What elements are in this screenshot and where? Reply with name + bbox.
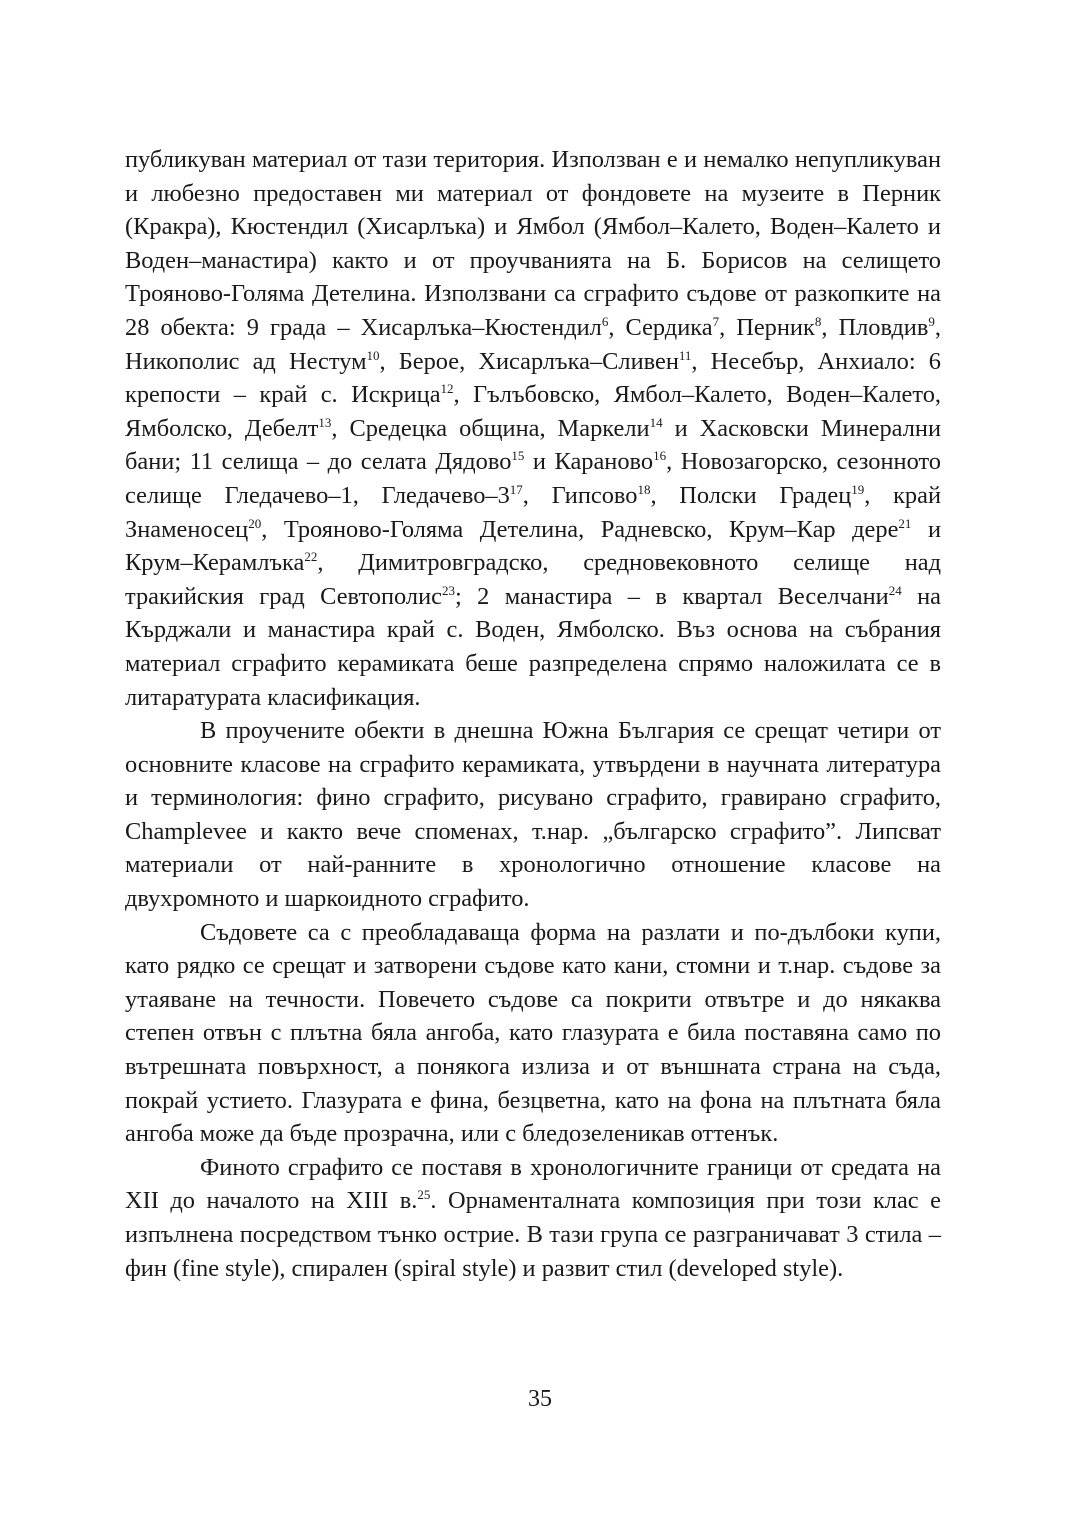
page-number: 35 <box>528 1386 552 1412</box>
text-run: , Никополис ад Нестум <box>125 313 941 375</box>
footnote-ref: 23 <box>441 582 455 598</box>
text-run: , Трояново-Голяма Детелина, Радневско, Крум–Кар дере <box>261 515 899 543</box>
footnote-ref: 19 <box>851 481 865 497</box>
text-run: , Димитровградско, средновековното селище над тракийския град Севтополис <box>125 549 941 610</box>
text-run: ; 2 манастира – в квартал Веселчани <box>454 582 889 610</box>
text-run: В проучените обекти в днешна Южна България се срещат четири от основните класове на сграфито керамиката, утвърдени в научната литература и терминология: фино сграфито, рисувано сграфито, гравирано сграфито, Champlevee и както вече споменах, т.нар. „българско сграфито”. Липсват материали от най-ранните в хронологично отношение класове на двухромното и шаркоидното сграфито. <box>125 717 941 913</box>
text-run: публикуван материал от тази територия. Използван е и немалко непупликуван и любезно предоставен ми материал от фондовете на музеите в Перник (Кракра), Кюстендил (Хисарлъка) и Ямбол (Ямбол–Калето, Воден–Калето и Воден–манастира) както и от проучванията на Б. Борисов на селището Трояново-Голяма Детелина. Използвани са сграфито съдове от разкопките на 28 обекта: 9 града – Хисарлъка–Кюстендил <box>125 146 941 341</box>
footnote-ref: 15 <box>511 448 525 464</box>
text-run: , Гипсово <box>522 481 638 509</box>
text-run: , Берое, Хисарлъка–Сливен <box>379 347 679 375</box>
text-run: Съдовете са с преобладаваща форма на разлати и по-дълбоки купи, като рядко се срещат и затворени съдове като кани, стомни и т.нар. съдове за утаяване на течности. Повечето съдове са покрити отвътре и до някаква степен отвън с плътна бяла ангоба, като глазурата е била поставяна само по вътрешната повърхност, а понякога излиза и от външната страна на съда, покрай устието. Глазурата е фина, безцветна, като на фона на плътната бяла ангоба може да бъде прозрачна, или с бледозеленикав оттенък. <box>125 918 941 1148</box>
footnote-ref: 22 <box>304 549 318 565</box>
footnote-ref: 25 <box>417 1187 431 1203</box>
text-run: , Сердика <box>608 313 713 341</box>
footnote-ref: 11 <box>678 347 692 363</box>
paragraph-3 <box>125 916 941 1151</box>
text-run: , Перник <box>719 313 815 341</box>
footnote-ref: 12 <box>440 381 454 397</box>
footnote-ref: 8 <box>814 313 822 329</box>
text-run: на Кърджали и манастира край с. Воден, Ямболско. Въз основа на събрания материал сграфито керамиката беше разпределена спрямо наложилата се в литаратурата класификация. <box>125 582 941 711</box>
text-run: и Крум–Керамлъка <box>125 515 942 577</box>
footnote-ref: 16 <box>653 448 667 464</box>
footnote-ref: 13 <box>318 414 332 430</box>
text-run: , Полски Градец <box>650 481 852 509</box>
footnote-ref: 9 <box>928 313 935 329</box>
text-run: , Средецка община, Маркели <box>331 414 650 442</box>
footnote-ref: 17 <box>509 481 523 497</box>
page-body <box>125 143 941 1285</box>
text-run: , Пловдив <box>821 313 929 341</box>
text-run: , Гълъбовско, Ямбол–Калето, Воден–Калето, Ямболско, Дебелт <box>125 381 941 442</box>
footnote-ref: 21 <box>898 515 912 531</box>
footnote-ref: 20 <box>248 515 262 531</box>
text-run: , Новозагорско, сезонното селище Гледачево–1, Гледачево–3 <box>125 448 942 509</box>
text-run: и Хасковски Минерални бани; 11 селища – до селата Дядово <box>125 414 942 476</box>
footnote-ref: 10 <box>366 347 380 363</box>
paragraph-1 <box>125 143 941 714</box>
footnote-ref: 18 <box>637 481 651 497</box>
paragraph-2 <box>125 714 941 916</box>
text-run: , край Знаменосец <box>125 481 942 543</box>
text-run: . Орнаменталната композиция при този клас е изпълнена посредством тънко острие. В тази група се разграничават 3 стила – фин (fine style), спирален (spiral style) и развит стил (developed style). <box>125 1187 941 1282</box>
footnote-ref: 14 <box>649 414 663 430</box>
footnote-ref: 24 <box>888 582 902 598</box>
footnote-ref: 6 <box>601 313 609 329</box>
paragraph-4 <box>125 1151 941 1285</box>
footnote-ref: 7 <box>712 313 720 329</box>
text-run: и Караново <box>524 448 654 476</box>
text-run: , Несебър, Анхиало: 6 крепости – край с. Искрица <box>125 347 941 409</box>
text-run: Финото сграфито се поставя в хронологичните граници от средата на XII до началото на XIII в. <box>125 1153 941 1215</box>
